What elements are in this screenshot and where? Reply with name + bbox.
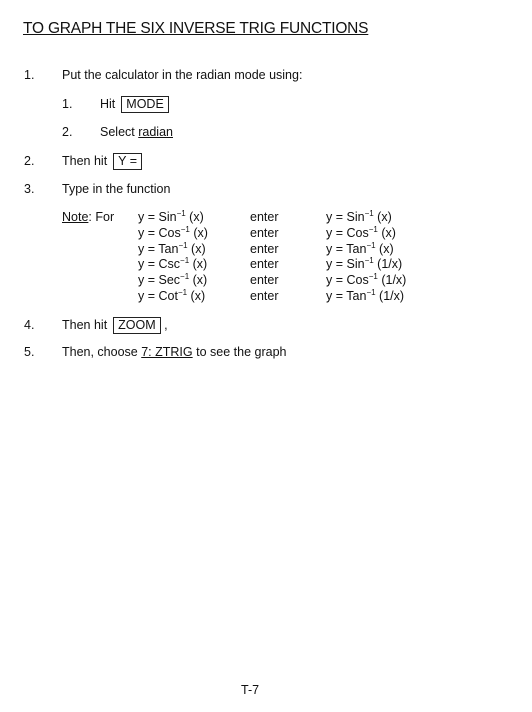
func-prefix: y = Sin (326, 210, 365, 224)
step-4-number: 4. (24, 318, 35, 332)
inverse-superscript: −1 (368, 224, 378, 234)
inverse-superscript: −1 (177, 287, 188, 297)
func-argument: (x) (189, 225, 208, 240)
func-prefix: y = Cot (138, 288, 178, 303)
radian-link: radian (138, 125, 173, 139)
func-prefix: y = Cos (138, 225, 181, 240)
function-row-left (138, 273, 208, 289)
y-equals-key: Y = (113, 153, 142, 170)
step-5-pre: Then, choose (62, 345, 138, 359)
func-argument: (1/x) (373, 257, 403, 272)
inverse-superscript: −1 (366, 240, 376, 250)
function-row-right (326, 242, 406, 258)
inverse-superscript: −1 (180, 272, 190, 282)
note-for: : For (88, 210, 115, 224)
inverse-superscript: −1 (368, 272, 378, 282)
function-row-right (326, 257, 406, 273)
func-argument: (1/x) (375, 288, 405, 303)
inverse-superscript: −1 (180, 256, 190, 266)
func-argument: (x) (377, 225, 396, 240)
func-argument: (x) (189, 257, 208, 272)
enter-label: enter (250, 225, 279, 240)
step-5 (62, 345, 286, 359)
func-prefix: y = Tan (326, 241, 367, 256)
func-prefix: y = Sec (138, 273, 181, 288)
func-prefix: y = Cos (326, 273, 369, 288)
func-argument: (x) (189, 273, 208, 288)
step-4 (62, 317, 168, 334)
inverse-superscript: −1 (364, 209, 374, 218)
function-row-left (138, 257, 208, 273)
function-row-right (326, 210, 406, 226)
enter-label: enter (250, 288, 279, 303)
func-argument: (x) (187, 241, 206, 256)
substep-1-number: 1. (62, 97, 73, 111)
original-functions-column (138, 210, 208, 305)
zoom-key: ZOOM (113, 317, 161, 334)
inverse-superscript: −1 (178, 240, 188, 250)
substep-2-text: Select (100, 125, 135, 139)
step-4-comma: , (164, 318, 168, 332)
func-prefix: y = Tan (138, 241, 179, 256)
step-2-number: 2. (24, 154, 35, 168)
function-row-right (326, 289, 406, 305)
step-2 (62, 153, 142, 170)
note-label (62, 210, 114, 224)
func-argument: (x) (185, 210, 204, 224)
func-argument: (x) (373, 210, 392, 224)
function-row-left (138, 226, 208, 242)
inverse-superscript: −1 (364, 256, 374, 266)
func-prefix: y = Csc (138, 257, 181, 272)
function-row-left (138, 210, 208, 226)
step-5-post: to see the graph (196, 345, 287, 359)
enter-label: enter (250, 257, 279, 272)
note-word: Note (62, 210, 89, 224)
substep-2-number: 2. (62, 125, 73, 139)
func-prefix: y = Sin (138, 210, 177, 224)
substep-1 (100, 96, 169, 113)
step-3-text: Type in the function (62, 182, 171, 196)
step-3-number: 3. (24, 182, 35, 196)
substep-1-text: Hit (100, 97, 116, 111)
ztrig-option: 7: ZTRIG (141, 345, 193, 359)
enter-label: enter (250, 210, 279, 224)
function-row-right (326, 273, 406, 289)
func-prefix: y = Tan (326, 288, 367, 303)
page-number: T-7 (241, 683, 260, 697)
enter-label: enter (250, 241, 279, 256)
inverse-superscript: −1 (176, 209, 186, 218)
substep-2 (100, 125, 173, 139)
inverse-superscript: −1 (180, 224, 190, 234)
enter-column (250, 210, 279, 305)
func-argument: (1/x) (377, 273, 407, 288)
mode-key: MODE (121, 96, 169, 113)
func-argument: (x) (375, 241, 394, 256)
function-row-right (326, 226, 406, 242)
func-argument: (x) (187, 288, 206, 303)
inverse-superscript: −1 (366, 287, 376, 297)
func-prefix: y = Sin (326, 257, 365, 272)
step-2-text: Then hit (62, 154, 108, 168)
function-row-left (138, 289, 208, 305)
step-5-number: 5. (24, 345, 35, 359)
step-1-number: 1. (24, 68, 35, 82)
enter-label: enter (250, 273, 279, 288)
step-4-text: Then hit (62, 318, 108, 332)
entered-functions-column (326, 210, 406, 305)
step-1-text: Put the calculator in the radian mode using: (62, 68, 303, 82)
page-title: TO GRAPH THE SIX INVERSE TRIG FUNCTIONS (23, 20, 369, 37)
function-row-left (138, 242, 208, 258)
func-prefix: y = Cos (326, 225, 369, 240)
